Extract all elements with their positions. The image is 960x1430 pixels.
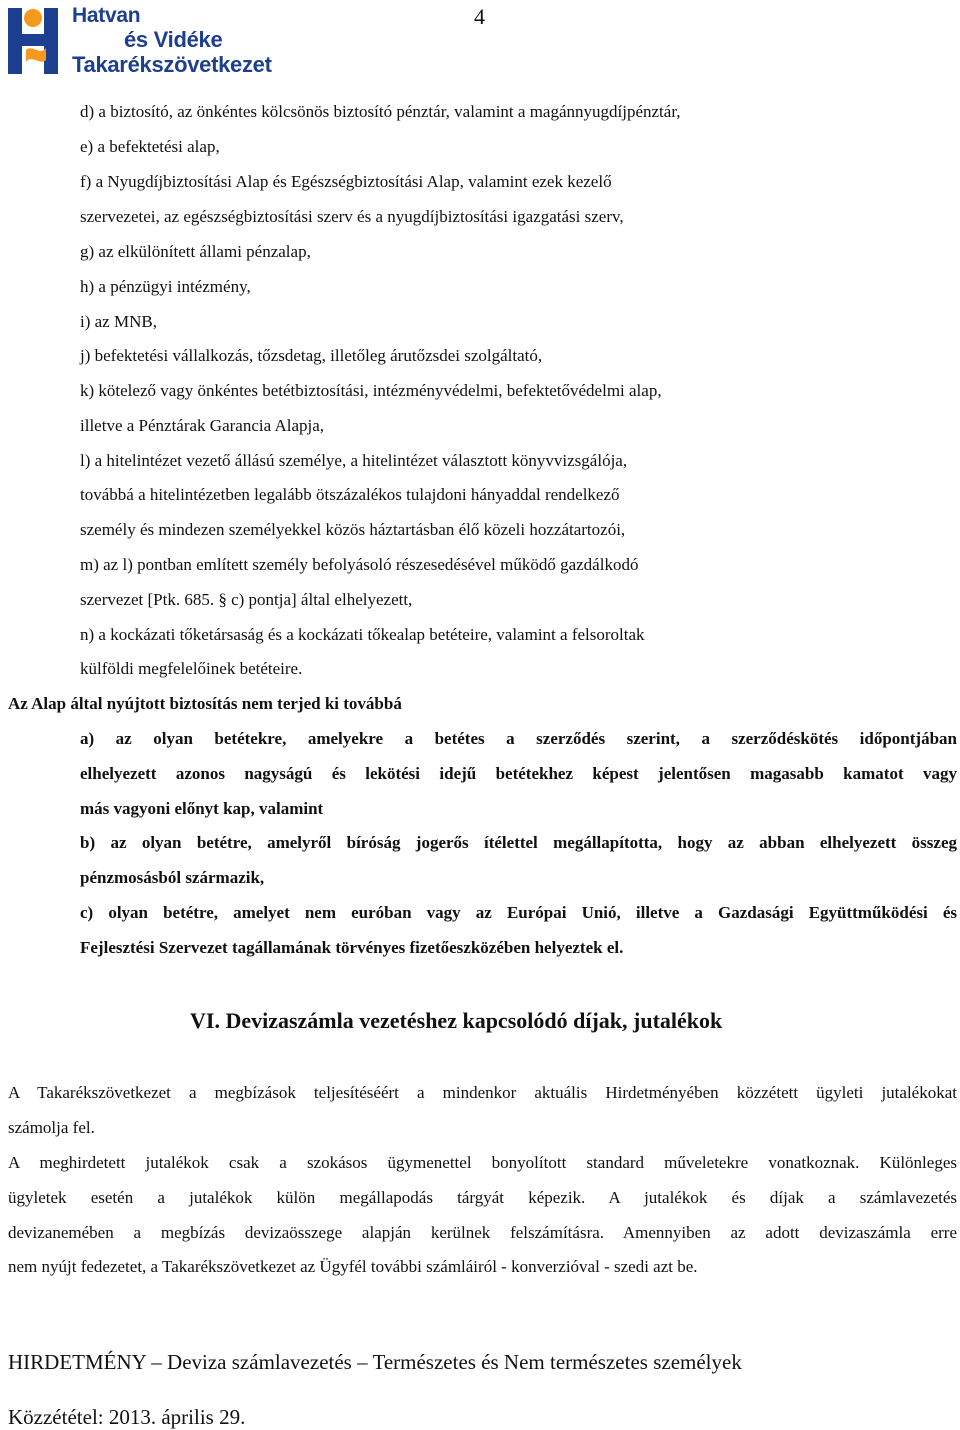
- list-item: h) a pénzügyi intézmény,: [80, 277, 251, 296]
- logo-text-line1: Hatvan: [72, 4, 141, 27]
- paragraph-line: számolja fel.: [8, 1118, 95, 1137]
- list-item: továbbá a hitelintézetben legalább ötszázalékos tulajdoni hányaddal rendelkező: [80, 485, 620, 504]
- paragraph-line: A meghirdetett jutalékok csak a szokásos ügymenettel bonyolított standard műveletekre vonatkoznak. Különleges: [8, 1153, 957, 1172]
- page-number: 4: [474, 4, 485, 29]
- exclusion-heading: Az Alap által nyújtott biztosítás nem terjed ki továbbá: [8, 694, 402, 713]
- section-heading: VI. Devizaszámla vezetéshez kapcsolódó díjak, jutalékok: [190, 1008, 723, 1033]
- list-item: e) a befektetési alap,: [80, 137, 220, 156]
- exclusion-line: pénzmosásból származik,: [80, 868, 265, 887]
- list-item: k) kötelező vagy önkéntes betétbiztosítási, intézményvédelmi, befektetővédelmi alap,: [80, 381, 662, 400]
- list-item: g) az elkülönített állami pénzalap,: [80, 242, 311, 261]
- footer-title: HIRDETMÉNY – Deviza számlavezetés – Természetes és Nem természetes személyek: [8, 1350, 742, 1374]
- exclusion-line: a) az olyan betétekre, amelyekre a betétes a szerződés szerint, a szerződéskötés időpontjában: [80, 729, 957, 748]
- list-item: szervezet [Ptk. 685. § c) pontja] által elhelyezett,: [80, 590, 413, 609]
- list-item: n) a kockázati tőketársaság és a kockázati tőkealap betéteire, valamint a felsoroltak: [80, 625, 645, 644]
- logo-text-line3: Takarékszövetkezet: [72, 52, 272, 77]
- list-item: személy és mindezen személyekkel közös háztartásban élő közeli hozzátartozói,: [80, 520, 626, 539]
- exclusion-line: b) az olyan betétre, amelyről bíróság jogerős ítélettel megállapította, hogy az abban elhelyezett összeg: [80, 833, 957, 852]
- paragraph-line: A Takarékszövetkezet a megbízások teljesítéséért a mindenkor aktuális Hirdetményében közzétett ügyleti jutalékokat: [8, 1083, 957, 1102]
- logo-text-line2: és Vidéke: [124, 27, 223, 52]
- list-item: külföldi megfelelőinek betéteire.: [80, 659, 303, 678]
- hatvan-logo: [6, 4, 306, 78]
- paragraph-line: ügyletek esetén a jutalékok külön megállapodás tárgyát képezik. A jutalékok és díjak a számlavezetés: [8, 1188, 957, 1207]
- logo-mark-icon: [6, 4, 76, 78]
- list-item: i) az MNB,: [80, 312, 157, 331]
- list-item: illetve a Pénztárak Garancia Alapja,: [80, 416, 325, 435]
- list-item: m) az l) pontban említett személy befolyásoló részesedésével működő gazdálkodó: [80, 555, 639, 574]
- exclusion-line: más vagyoni előnyt kap, valamint: [80, 799, 324, 818]
- exclusion-line: elhelyezett azonos nagyságú és lekötési idejű betétekhez képest jelentősen magasabb kamatot vagy: [80, 764, 957, 783]
- paragraph-line: devizanemében a megbízás devizaösszege alapján kerülnek felszámításra. Amennyiben az adott devizaszámla erre: [8, 1223, 957, 1242]
- footer-date: Közzététel: 2013. április 29.: [8, 1405, 246, 1429]
- exclusion-line: Fejlesztési Szervezet tagállamának törvényes fizetőeszközében helyeztek el.: [80, 938, 624, 957]
- paragraph-line: nem nyújt fedezetet, a Takarékszövetkezet az Ügyfél további számláiról - konverzióval - szedi azt be.: [8, 1257, 698, 1276]
- list-item: d) a biztosító, az önkéntes kölcsönös biztosító pénztár, valamint a magánnyugdíjpénztár,: [80, 102, 681, 121]
- exclusion-line: c) olyan betétre, amelyet nem euróban vagy az Európai Unió, illetve a Gazdasági Együttműködési és: [80, 903, 957, 922]
- list-item: szervezetei, az egészségbiztosítási szerv és a nyugdíjbiztosítási igazgatási szerv,: [80, 207, 624, 226]
- list-item: l) a hitelintézet vezető állású személye, a hitelintézet választott könyvvizsgálója,: [80, 451, 628, 470]
- list-item: f) a Nyugdíjbiztosítási Alap és Egészségbiztosítási Alap, valamint ezek kezelő: [80, 172, 612, 191]
- list-item: j) befektetési vállalkozás, tőzsdetag, illetőleg árutőzsdei szolgáltató,: [80, 346, 543, 365]
